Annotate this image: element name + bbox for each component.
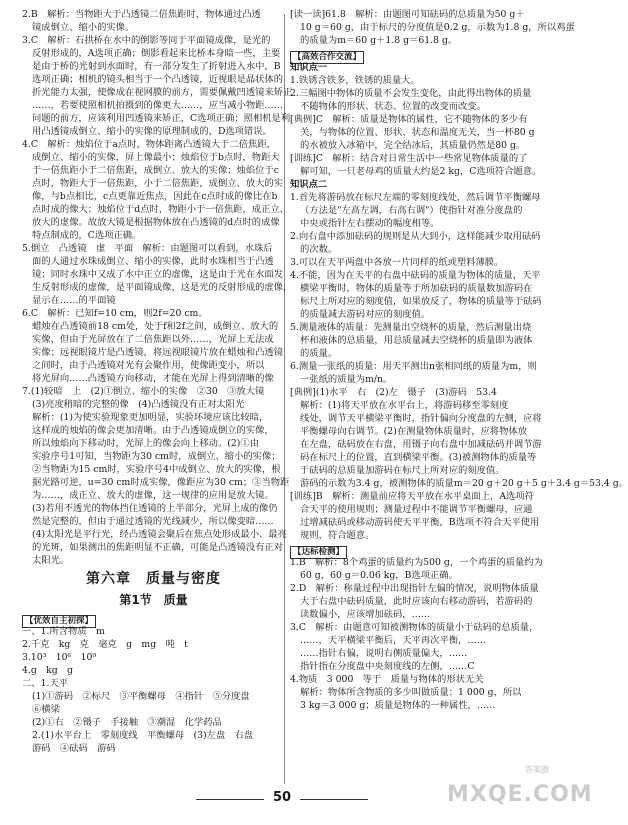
- text-line: 解析：物体所含物质的多少叫做质量；1 000 g，所以: [300, 687, 522, 698]
- text-line: 蜡烛在凸透镜前18 cm处，处于f和2f之间，成倒立、放大的: [32, 321, 279, 332]
- text-line: 3 kg＝3 000 g；质量是物体的一种属性，……: [300, 700, 496, 711]
- text-line: 6.测量一张纸的质量：用天平测出n张相同纸的质量为m，则: [290, 361, 537, 372]
- text-line: (3)亮度稍暗的完整的像 (4)凸透镜没有正对太阳光: [32, 399, 245, 410]
- text-line: 1.首先将游码放在标尺左端的零刻度线处，然后调节平衡螺母: [290, 192, 541, 203]
- text-line: (3)若用不透光的物体挡住透镜的上半部分，光屏上成的像仍: [32, 503, 278, 514]
- text-line: 点时，物距大于一倍焦距，小于二倍焦距，成倒立、放大的实: [32, 178, 284, 189]
- text-line: 反射形成的，A选项正确；倒影看起来比桥本身暗一些，主要: [32, 48, 281, 59]
- knowledge-point-title: 知识点一: [290, 62, 328, 73]
- text-line: 4.物质 3 000 等于 质量与物体的形状无关: [290, 674, 484, 685]
- text-line: 解析：(1)为使实验现象更加明显，实验环境应该比较暗，: [32, 412, 269, 423]
- knowledge-point-1: [290, 74, 552, 178]
- text-line: 这样成的烛焰的像会更加清晰。由于凸透镜成倒立的实像，: [32, 425, 274, 436]
- section-header: [22, 611, 285, 625]
- text-line: 特点制成的，C选项正确。: [32, 230, 142, 241]
- text-line: 解可知，一只老母鸡的质量大约是2 kg，C选项符合题意。: [300, 166, 542, 177]
- text-line: 一张纸的质量为m/n。: [300, 374, 393, 385]
- text-line: 选项正确；相机的镜头相当于一个凸透镜，近视眼是晶状体的: [32, 74, 284, 85]
- text-line: 中央或指针左右摆动的幅度相等。: [300, 218, 440, 229]
- text-line: 合天平的使用规则；测量过程中不能调节平衡螺母，应通: [300, 504, 533, 515]
- text-line: 5.测量液体的质量：先测量出空烧杯的质量，然后测量出烧: [290, 322, 532, 333]
- left-column: [22, 8, 293, 755]
- text-line: 2.D 解析：称量过程中出现指针左偏的情况，说明物体质量: [290, 583, 539, 594]
- chapter-title: 第六章 质量与密度: [86, 571, 221, 587]
- text-line: 二、1.天平: [22, 678, 69, 689]
- text-line: 2.向右盘中添加砝码的规则是从大到小，这样能减少取用砝码: [290, 231, 541, 242]
- text-line: ……指针右偏，说明右侧质量偏大，……: [300, 648, 468, 659]
- section-header: [290, 542, 552, 556]
- text-line: 码在标尺上的位置，直到横梁平衡。(3)被测物体的质量等: [300, 452, 537, 463]
- text-line: 横梁平衡时，物体的质量等于所加砝码的质量数加游码在: [300, 283, 533, 294]
- text-line: 4.g kg g: [22, 665, 73, 676]
- answer-block-5: [22, 242, 293, 307]
- text-line: 7.(1)较暗 上 (2)①倒立、缩小的实像 ②30 ③放大镜: [22, 386, 265, 397]
- text-line: 的质量减去游码对应的刻度值。: [300, 309, 431, 320]
- self-study-answers: [22, 625, 285, 755]
- text-line: 杯和液体的总质量，用总质量减去空烧杯的质量即为液体: [300, 335, 533, 346]
- text-line: 是由于桥的光射到水面时，有一部分发生了折射进入水中，B: [32, 61, 281, 72]
- text-line: ⑥横梁: [32, 704, 60, 715]
- text-line: 所以烛焰向下移动时，光屏上的像会向上移动。(2)①由: [32, 438, 259, 449]
- text-line: 3.C 解析：由题意可知被测物体的质量小于砝码的总质量，: [290, 622, 539, 633]
- text-line: 解析：(1)将天平放在水平台上，将游码移至零刻度: [300, 400, 509, 411]
- text-line: 点时成的像大；烛焰位于d点时，物距小于一倍焦距，成正立、: [32, 204, 289, 215]
- text-line: 于砝码的总质量加游码在标尺上所对应的刻度值。: [300, 465, 505, 476]
- text-line: 实像，但由于光屏放在了二倍焦距以外……，光屏上无法成: [32, 334, 274, 345]
- text-line: [训练]C 解析：结合对日常生活中一些常见物体质量的了: [290, 153, 528, 164]
- knowledge-point-2: [290, 191, 552, 386]
- check-answers: [290, 556, 552, 712]
- text-line: 6.C 解析：已知f=10 cm，则2f=20 cm。: [22, 308, 208, 319]
- text-line: 5.倒立 凸透镜 虚 平面 解析：由题图可以看到，水珠后: [22, 243, 273, 254]
- text-line: (2)①右 ②镊子 手接触 ③潮湿 化学药品: [32, 717, 222, 728]
- text-line: [训练]B 解析：测量前应将天平放在水平桌面上，A选项符: [290, 491, 534, 502]
- text-line: 读数偏小，应该增加砝码，……: [300, 609, 431, 620]
- footer-rule-right: [300, 799, 368, 800]
- text-line: 指针指在分度盘中央刻度线的左侧，……C: [300, 661, 475, 672]
- text-line: 关，与物体的位置、形状、状态和温度无关，当一杯80 g: [300, 127, 535, 138]
- text-line: [典例]C 解析：质量是物体的属性，它不随物体的多少有: [290, 114, 528, 125]
- text-line: ……，天平横梁平衡后，天平再次平衡，……: [300, 635, 486, 646]
- page-number: 50: [272, 790, 292, 805]
- text-line: 将光屏向……凸透镜方向移动，才能在光屏上得到清晰的像: [32, 373, 274, 384]
- text-line: 3.10³ 10⁶ 10⁹: [22, 652, 97, 663]
- text-line: 游码 ④砝码 游码: [32, 743, 116, 754]
- text-line: 在左盘，砝码放在右盘，用镊子向右盘中加减砝码并调节游: [300, 439, 542, 450]
- text-line: 为……，成正立、放大的虚像，这一规律的应用是放大镜。: [32, 490, 274, 501]
- text-line: 像，与b点相比，c点更靠近焦点，因此在c点时成的像比在b: [32, 191, 278, 202]
- text-line: 之间时，由于凸透镜对光有会聚作用，使像距变小，所以: [32, 360, 265, 371]
- text-line: 不随物体的形状、状态、位置的改变而改变。: [300, 101, 486, 112]
- watermark-small: 答案圈: [525, 765, 549, 774]
- text-line: 成倒立、缩小的实像，屏上像最小；烛焰位于b点时，物距大: [32, 152, 280, 163]
- text-line: 显示在……的平面镜: [32, 295, 116, 306]
- text-line: 大于右盘中砝码质量，此时应该向右移动游码，若游码的: [300, 596, 533, 607]
- text-line: （方法是"左高左调，右高右调"）使指针对准分度盘的: [300, 205, 523, 216]
- text-line: 1.铁锈含铁多，铁锈的质量大。: [290, 75, 420, 86]
- text-line: 线处，调节天平横梁平衡时，指针偏向分度盘的左侧，应将: [300, 413, 542, 424]
- text-line: 实验序号1可知，当物距为30 cm时，成倒立、缩小的实像；: [32, 451, 281, 462]
- text-line: 用凸透镜成倒立、缩小的实像的原理制成的，D选项错误。: [32, 126, 272, 137]
- text-line: 的水被放入冰箱中，完全结冰后，其质量仍然是80 g。: [300, 140, 526, 151]
- text-line: ……，若要使照相机拍摄到的像更大……，应当减小物距……: [32, 100, 284, 111]
- text-line: [典例](1)水平 右 (2)左 镊子 (3)游码 53.4: [290, 387, 497, 398]
- text-line: 4.C 解析：烛焰位于a点时，物体距离凸透镜大于二倍焦距，: [22, 139, 276, 150]
- text-line: 规则，符合题意。: [300, 530, 375, 541]
- text-line: 2.三幅图中物体的质量不会发生变化，由此得出物体的质量: [290, 88, 532, 99]
- footer-rule-left: [196, 799, 264, 800]
- text-line: 折光能力太强，使像成在视网膜的前方，需要佩戴凹透镜来矫正: [32, 87, 293, 98]
- example-and-training: [290, 386, 628, 542]
- text-line: 2.(1)水平台上 零刻度线 平衡螺母 (3)左盘 右盘: [32, 730, 254, 741]
- text-line: 平衡螺母向右调节。(2)在测量物体质量时，应将物体放: [300, 426, 527, 437]
- text-line: 于一倍焦距小于二倍焦距，成倒立、放大的实像；烛焰位于c: [32, 165, 279, 176]
- text-line: 据光路可逆，u=30 cm时成实像，像距应为30 cm；③当物距: [32, 477, 290, 488]
- text-line: 3.C 解析：石拱桥在水中的倒影等同于平面镜成像，是光的: [22, 35, 271, 46]
- right-column: [290, 8, 628, 712]
- text-line: ②当物距为15 cm时，实验序号4中成倒立、放大的实像，根: [32, 464, 281, 475]
- text-line: 1.B 解析：8个鸡蛋的质量约为500 g，一个鸡蛋的质量约为: [290, 557, 543, 568]
- text-line: 的光斑，如果测出的焦距明显不正确，可能是凸透镜没有正对: [32, 542, 284, 553]
- watermark-logo: MXQE.COM: [447, 782, 593, 807]
- text-line: 实像；远视眼镜片是凸透镜，将远视眼镜片放在蜡烛和凸透镜: [32, 347, 284, 358]
- text-line: 太阳光。: [32, 555, 70, 566]
- section-box-label: 【高效合作交流】: [290, 51, 364, 64]
- text-line: 面的人通过水珠成倒立、缩小的实像，此时水珠相当于凸透: [32, 256, 274, 267]
- text-line: 一、1.所含物质 m: [22, 626, 105, 637]
- answer-block-2-3: [22, 8, 293, 138]
- text-line: 游码的示数为3.4 g，被测物体的质量m＝20 g＋20 g＋5 g＋3.4 g＝53.4 g。: [300, 478, 628, 489]
- section-box-label: 【达标检测】: [290, 546, 347, 559]
- text-line: 然是完整的，但由于通过透镜的光线减少，所以像变暗……: [32, 516, 274, 527]
- text-line: (4)太阳光是平行光，经凸透镜会聚后在焦点处形成最小、最亮: [32, 529, 287, 540]
- answer-block-7: [22, 385, 290, 567]
- reading-answer: [290, 8, 575, 47]
- text-line: 放大的虚像。故放大镜是根据物体放在凸透镜的d点时的成像: [32, 217, 280, 228]
- text-line: 过增减砝码或移动游码使天平平衡，B选项不符合天平使用: [300, 517, 540, 528]
- text-line: 60 g，60 g＝0.06 kg，B选项正确。: [300, 570, 458, 581]
- text-line: 镜；同时水珠中又成了水中正立的虚像，这是由于光在水面发: [32, 269, 284, 280]
- section-title: 第1节 质量: [119, 593, 188, 607]
- text-line: [读一读]61.8 解析：由题图可知砝码的总质量为50 g＋: [290, 9, 525, 20]
- text-line: 的质量为m＝60 g＋1.8 g＝61.8 g。: [300, 35, 458, 46]
- text-line: 生反射形成的虚像，是平面镜成像，这是光的反射形成的虚像，: [32, 282, 293, 293]
- text-line: 的次数。: [300, 244, 338, 255]
- answer-block-6: [22, 307, 285, 385]
- text-line: (1)①游码 ②标尺 ③平衡螺母 ④指针 ⑤分度盘: [32, 691, 250, 702]
- answer-block-4: [22, 138, 289, 242]
- text-line: 2.B 解析：当物距大于凸透镜二倍焦距时，物体通过凸透: [22, 9, 261, 20]
- section-box-label: 【优效自主初探】: [22, 615, 96, 628]
- text-line: 镜成倒立、缩小的实像。: [32, 22, 135, 33]
- text-line: 4.不能，因为在天平的右盘中砝码的质量为物体的质量，天平: [290, 270, 541, 281]
- text-line: 问题的前方，应该利用凹透镜来矫正，C选项正确；照相机是利: [32, 113, 291, 124]
- text-line: 10 g＝60 g，由于标尺的分度值是0.2 g，示数为1.8 g，所以鸡蛋: [300, 22, 575, 33]
- text-line: 标尺上所对应的刻度值，如果放反了，物体的质量等于砝码: [300, 296, 542, 307]
- text-line: 3.可以在天平两盘中各放一片同样的纸或塑料薄膜。: [290, 257, 504, 268]
- text-line: 的质量。: [300, 348, 338, 359]
- text-line: 2.千克 kg 克 毫克 g mg 吨 t: [22, 639, 188, 650]
- section-header: [290, 47, 552, 61]
- knowledge-point-title: 知识点二: [290, 179, 328, 190]
